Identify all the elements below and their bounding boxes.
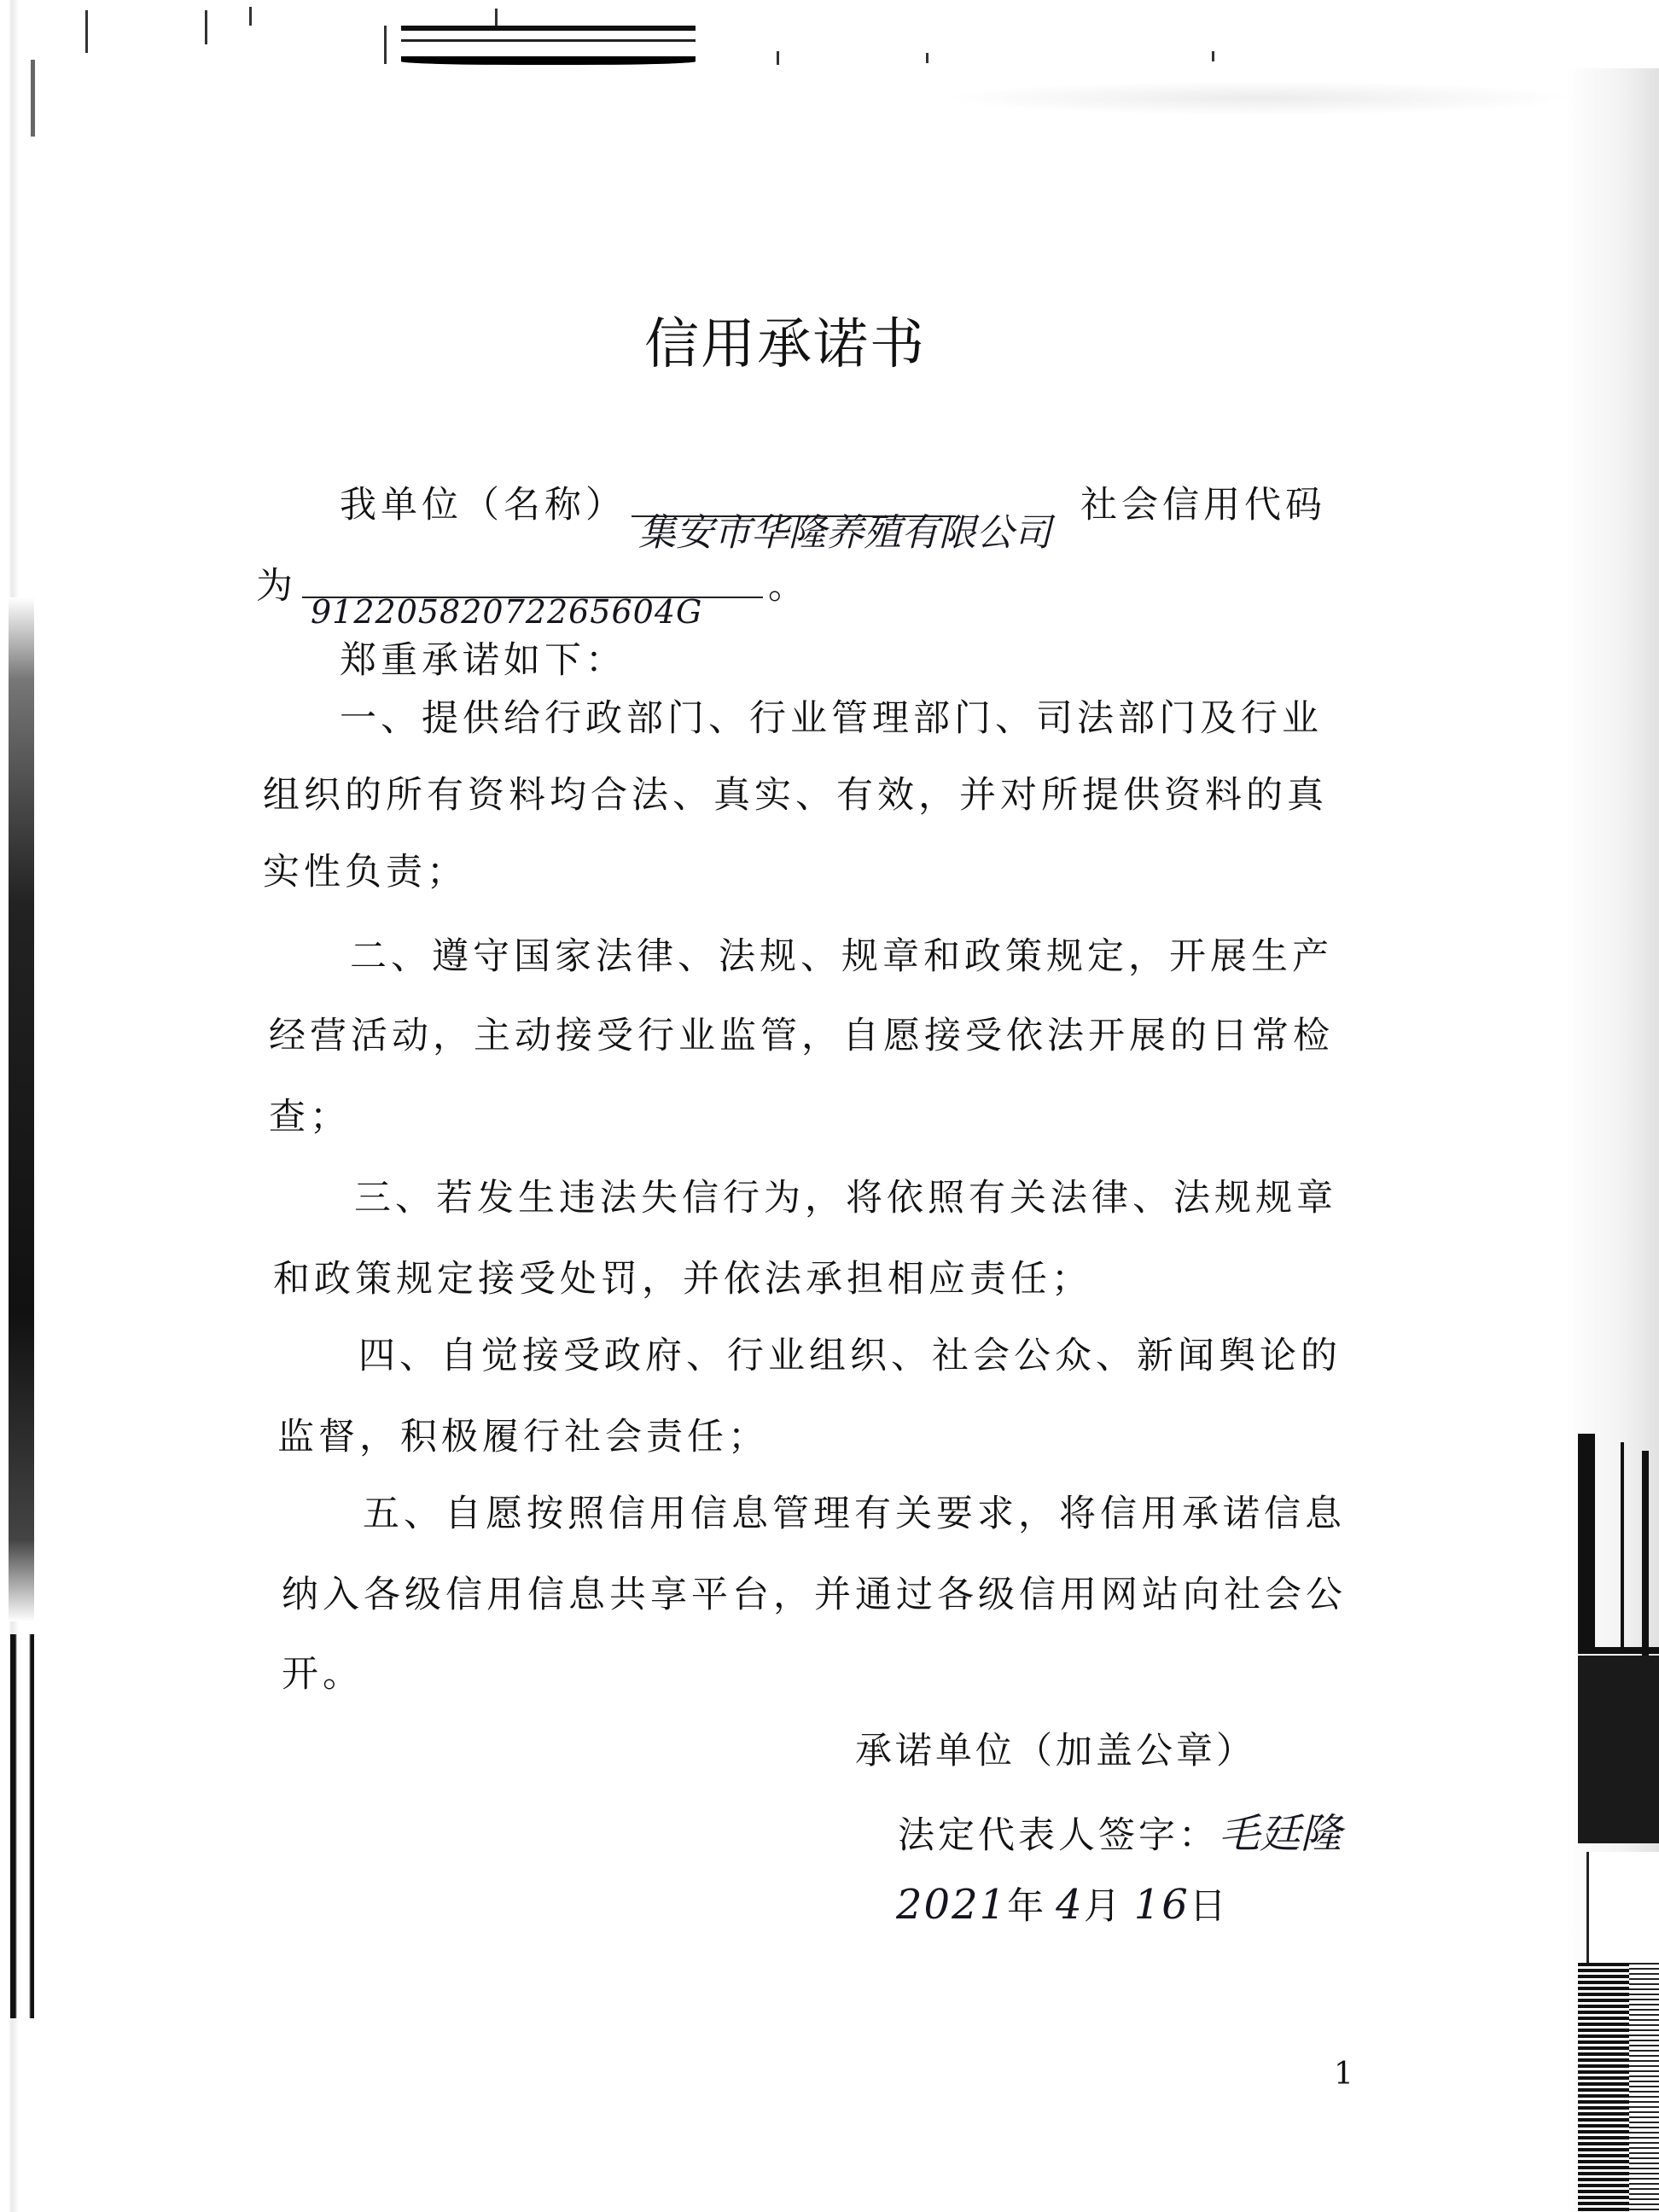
legal-rep-line <box>898 1801 1342 1860</box>
paragraph-3-line-2: 和政策规定接受处罚，并依法承担相应责任； <box>273 1258 1092 1301</box>
scan-tick <box>85 10 88 53</box>
paragraph-1-line-3: 实性负责； <box>263 851 468 894</box>
date-day: 16 <box>1133 1881 1190 1929</box>
unit-name-handwritten: 集安市华隆养殖有限公司 <box>638 511 1051 555</box>
paragraph-3-line-1: 三、若发生违法失信行为，将依照有关法律、法规规章 <box>354 1177 1337 1220</box>
date-day-char: 日 <box>1189 1885 1228 1928</box>
scan-tick <box>1212 51 1214 61</box>
unit-name-field <box>632 511 1051 555</box>
paragraph-5-line-2: 纳入各级信用信息共享平台，并通过各级信用网站向社会公 <box>282 1574 1347 1616</box>
scan-top-noise <box>939 81 1579 115</box>
legal-rep-signature: 毛廷隆 <box>1219 1810 1342 1858</box>
scan-top-bar <box>401 26 696 70</box>
scan-tick <box>777 51 779 65</box>
code-end: 。 <box>768 565 809 608</box>
scan-left-shadow-lower <box>10 1634 34 2018</box>
commit-unit-label: 承诺单位（加盖公章） <box>855 1730 1256 1773</box>
page-title: 信用承诺书 <box>644 313 926 376</box>
credit-code-handwritten: 91220582072265604G <box>311 593 703 631</box>
credit-code-line <box>256 557 809 631</box>
scan-tick <box>384 26 387 64</box>
scan-tick <box>205 10 207 44</box>
code-prefix: 为 <box>256 565 297 608</box>
scan-left-shadow <box>9 597 34 1621</box>
paragraph-1-line-1: 一、提供给行政部门、行业管理部门、司法部门及行业 <box>340 697 1323 740</box>
date-line <box>896 1877 1228 1930</box>
unit-prefix: 我单位（名称） <box>340 484 626 527</box>
date-year-char: 年 <box>1007 1885 1046 1928</box>
intro-line: 郑重承诺如下： <box>340 639 626 682</box>
paragraph-4-line-2: 监督，积极履行社会责任； <box>277 1416 769 1458</box>
date-month-char: 月 <box>1083 1885 1122 1928</box>
paragraph-2-line-2: 经营活动，主动接受行业监管，自愿接受依法开展的日常检 <box>269 1015 1334 1057</box>
legal-rep-label: 法定代表人签字： <box>898 1814 1219 1857</box>
credit-code-field <box>302 593 763 631</box>
scan-tick <box>31 60 35 137</box>
scan-tick <box>926 53 928 63</box>
scan-tick <box>249 7 252 26</box>
paragraph-2-line-1: 二、遵守国家法律、法规、规章和政策规定，开展生产 <box>350 935 1333 978</box>
page-number: 1 <box>1334 2057 1353 2092</box>
paragraph-5-line-1: 五、自愿按照信用信息管理有关要求，将信用承诺信息 <box>363 1493 1346 1535</box>
date-year: 2021 <box>896 1881 1008 1929</box>
date-month: 4 <box>1056 1881 1084 1929</box>
scan-tick <box>495 9 498 26</box>
credit-code-label: 社会信用代码 <box>1080 484 1326 527</box>
paragraph-4-line-1: 四、自觉接受政府、行业组织、社会公众、新闻舆论的 <box>358 1335 1342 1377</box>
paragraph-5-line-3: 开。 <box>282 1653 364 1696</box>
unit-name-line <box>340 476 1326 555</box>
paragraph-2-line-3: 查； <box>269 1096 351 1138</box>
scan-right-strip <box>1578 1434 1659 2212</box>
paragraph-1-line-2: 组织的所有资料均合法、真实、有效，并对所提供资料的真 <box>263 774 1328 817</box>
